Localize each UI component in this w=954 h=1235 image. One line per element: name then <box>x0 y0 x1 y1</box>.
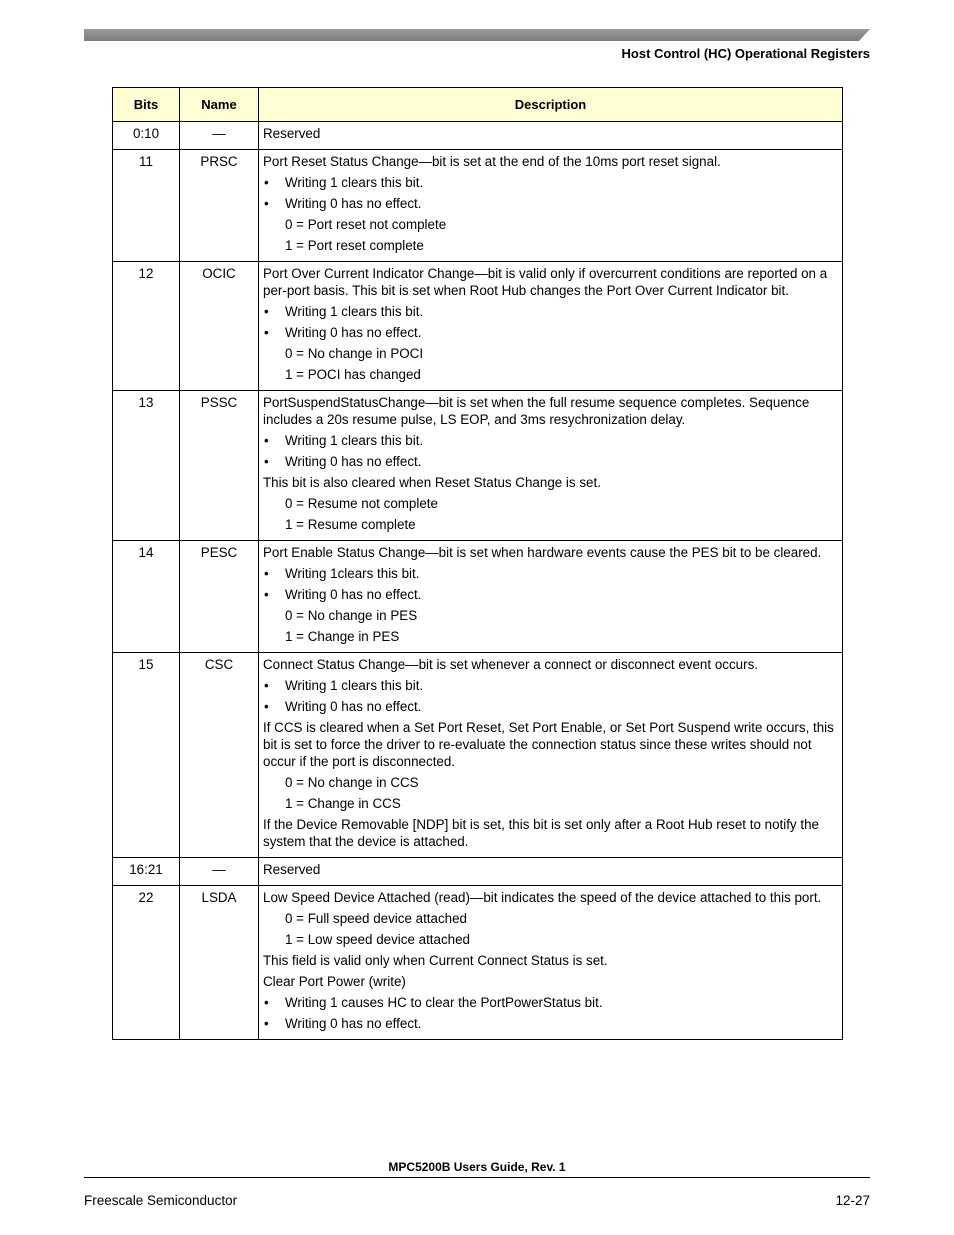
description-text: If CCS is cleared when a Set Port Reset, Set Port Enable, or Set Port Suspend write occurs, this bit is set to force the driver to re-evaluate the connection status since these writes should not occur if the port is disconnected. <box>263 720 834 769</box>
cell-description <box>259 541 843 653</box>
description-value: 1 = Resume complete <box>285 517 416 532</box>
description-text: Low Speed Device Attached (read)—bit indicates the speed of the device attached to this port. <box>263 890 822 905</box>
description-value: 0 = Port reset not complete <box>285 217 447 232</box>
column-header-bits: Bits <box>113 88 180 122</box>
description-text: Port Reset Status Change—bit is set at the end of the 10ms port reset signal. <box>263 154 721 169</box>
table-row <box>113 150 843 262</box>
description-bullet: • Writing 1 clears this bit. <box>263 174 838 191</box>
description-value: 1 = Low speed device attached <box>285 932 470 947</box>
cell-name: — <box>180 858 259 886</box>
cell-name: CSC <box>180 653 259 858</box>
cell-bits: 11 <box>113 150 180 262</box>
table-row <box>113 541 843 653</box>
table-header-row <box>113 88 843 122</box>
table-row <box>113 653 843 858</box>
cell-bits: 16:21 <box>113 858 180 886</box>
table-row <box>113 858 843 886</box>
description-bullet: • Writing 1clears this bit. <box>263 565 838 582</box>
description-text: This bit is also cleared when Reset Status Change is set. <box>263 475 601 490</box>
description-bullet: • Writing 0 has no effect. <box>263 453 838 470</box>
cell-bits: 0:10 <box>113 122 180 150</box>
description-bullet: • Writing 1 clears this bit. <box>263 677 838 694</box>
register-field-table <box>112 87 843 1040</box>
section-title: Host Control (HC) Operational Registers <box>621 46 870 61</box>
description-text: Reserved <box>263 126 321 141</box>
description-value: 0 = Full speed device attached <box>285 911 468 926</box>
page-number: 12-27 <box>835 1193 870 1208</box>
header-bar <box>84 29 870 41</box>
description-bullet: • Writing 1 clears this bit. <box>263 432 838 449</box>
document-title: MPC5200B Users Guide, Rev. 1 <box>388 1160 566 1174</box>
description-value: 0 = No change in CCS <box>285 775 419 790</box>
cell-bits: 14 <box>113 541 180 653</box>
table-row <box>113 886 843 1040</box>
cell-description <box>259 262 843 391</box>
cell-name: PESC <box>180 541 259 653</box>
cell-description <box>259 886 843 1040</box>
description-bullet: • Writing 0 has no effect. <box>263 324 838 341</box>
description-bullet: • Writing 0 has no effect. <box>263 195 838 212</box>
table-row <box>113 262 843 391</box>
cell-name: LSDA <box>180 886 259 1040</box>
column-header-name: Name <box>180 88 259 122</box>
table-row <box>113 122 843 150</box>
description-value: 0 = Resume not complete <box>285 496 438 511</box>
description-value: 1 = Change in PES <box>285 629 400 644</box>
cell-bits: 12 <box>113 262 180 391</box>
cell-description <box>259 653 843 858</box>
description-bullet: • Writing 0 has no effect. <box>263 698 838 715</box>
description-bullet: • Writing 0 has no effect. <box>263 1015 838 1032</box>
description-text: Reserved <box>263 862 321 877</box>
description-text: Clear Port Power (write) <box>263 974 406 989</box>
cell-description <box>259 391 843 541</box>
cell-bits: 13 <box>113 391 180 541</box>
description-value: 1 = Change in CCS <box>285 796 401 811</box>
cell-bits: 15 <box>113 653 180 858</box>
description-bullet: • Writing 0 has no effect. <box>263 586 838 603</box>
description-value: 0 = No change in POCI <box>285 346 424 361</box>
cell-bits: 22 <box>113 886 180 1040</box>
column-header-description: Description <box>259 88 843 122</box>
footer-divider <box>84 1177 870 1178</box>
description-value: 0 = No change in PES <box>285 608 418 623</box>
cell-name: — <box>180 122 259 150</box>
cell-name: PSSC <box>180 391 259 541</box>
description-text: This field is valid only when Current Connect Status is set. <box>263 953 608 968</box>
cell-name: OCIC <box>180 262 259 391</box>
description-text: Connect Status Change—bit is set whenever a connect or disconnect event occurs. <box>263 657 758 672</box>
description-text: Port Enable Status Change—bit is set when hardware events cause the PES bit to be cleared. <box>263 545 822 560</box>
cell-description <box>259 150 843 262</box>
description-text: If the Device Removable [NDP] bit is set, this bit is set only after a Root Hub reset to notify the system that the device is attached. <box>263 817 819 849</box>
cell-description <box>259 122 843 150</box>
description-text: PortSuspendStatusChange—bit is set when the full resume sequence completes. Sequence includes a 20s resume pulse, LS EOP, and 3ms resychronization delay. <box>263 395 810 427</box>
description-bullet: • Writing 1 causes HC to clear the PortPowerStatus bit. <box>263 994 838 1011</box>
cell-name: PRSC <box>180 150 259 262</box>
cell-description <box>259 858 843 886</box>
description-bullet: • Writing 1 clears this bit. <box>263 303 838 320</box>
table-row <box>113 391 843 541</box>
description-text: Port Over Current Indicator Change—bit is valid only if overcurrent conditions are reported on a per-port basis. This bit is set when Root Hub changes the Port Over Current Indicator bit. <box>263 266 828 298</box>
description-value: 1 = Port reset complete <box>285 238 424 253</box>
description-value: 1 = POCI has changed <box>285 367 421 382</box>
company-name: Freescale Semiconductor <box>84 1193 238 1208</box>
